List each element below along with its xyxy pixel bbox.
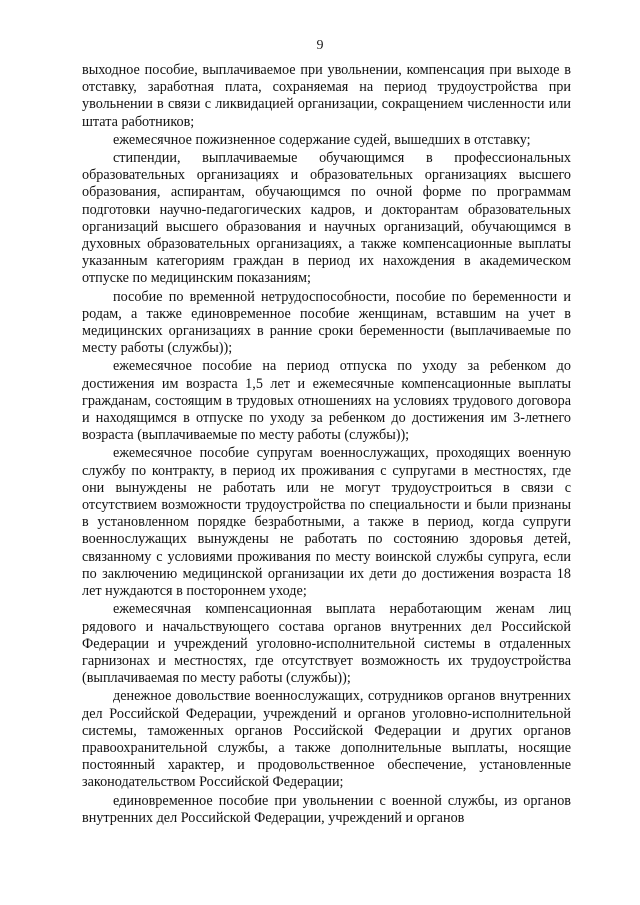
paragraph-discharge-benefit: единовременное пособие при увольнении с военной службы, из органов внутренних дел Российской Федерации, учреждений и органов bbox=[82, 792, 571, 826]
paragraph-judges-allowance: ежемесячное пожизненное содержание судей, вышедших в отставку; bbox=[113, 131, 531, 148]
paragraph-compensation-wives: ежемесячная компенсационная выплата неработающим женам лиц рядового и начальствующего состава органов внутренних дел Российской Федерации и учреждений уголовно-исполнительной системы в отдаленных гарнизонах и местностях, где отсутствует возможность их трудоустройства (выплачиваемая по месту работы (службы)); bbox=[82, 601, 571, 687]
paragraph-stipends: стипендии, выплачиваемые обучающимся в профессиональных образовательных организациях и образовательных организациях высшего образования, аспирантам, обучающимся по очной форме по программам подготовки научно-педагогических кадров, и докторантам образовательных организаций высшего образования и научных организаций, обучающимся в духовных образовательных организациях, а также компенсационные выплаты указанным категориям граждан в период их нахождения в академическом отпуске по медицинским показаниям; bbox=[82, 150, 571, 287]
paragraph-monetary-allowance: денежное довольствие военнослужащих, сотрудников органов внутренних дел Российской Федерации, учреждений и органов уголовно-исполнительной системы, таможенных органов Российской Федерации и других органов правоохранительной службы, а также дополнительные выплаты, носящие постоянный характер, и продовольственное обеспечение, установленные законодательством Российской Федерации; bbox=[82, 688, 571, 791]
paragraph-severance-pay: выходное пособие, выплачиваемое при увольнении, компенсация при выходе в отставку, заработная плата, сохраняемая на период трудоустройства при увольнении в связи с ликвидацией организации, сокращением численности или штата работников; bbox=[82, 62, 571, 130]
page-number: 9 bbox=[316, 38, 324, 53]
paragraph-military-spouse-allowance: ежемесячное пособие супругам военнослужащих, проходящих военную службу по контракту, в период их проживания с супругами в местностях, где они вынуждены не работать или не могут трудоустроиться в связи с отсутствием возможности трудоустройства по специальности и были признаны в установленном порядке безработными, а также в период, когда супруги военнослужащих вынуждены не работать по состоянию здоровья детей, связанному с условиями проживания по месту воинской службы супруга, если по заключению медицинской организации их дети до достижения возраста 18 лет нуждаются в постороннем уходе; bbox=[82, 445, 571, 600]
paragraph-sick-leave-benefits: пособие по временной нетрудоспособности, пособие по беременности и родам, а также единовременное пособие женщинам, вставшим на учет в медицинских организациях в ранние сроки беременности (выплачиваемые по месту работы (службы)); bbox=[82, 288, 571, 357]
document-body bbox=[82, 62, 571, 827]
paragraph-childcare-allowance: ежемесячное пособие на период отпуска по уходу за ребенком до достижения им возраста 1,5 лет и ежемесячные компенсационные выплаты гражданам, состоящим в трудовых отношениях на условиях трудового договора и находящимся в отпуске по уходу за ребенком до достижения им 3-летнего возраста (выплачиваемые по месту работы (службы)); bbox=[82, 358, 571, 444]
